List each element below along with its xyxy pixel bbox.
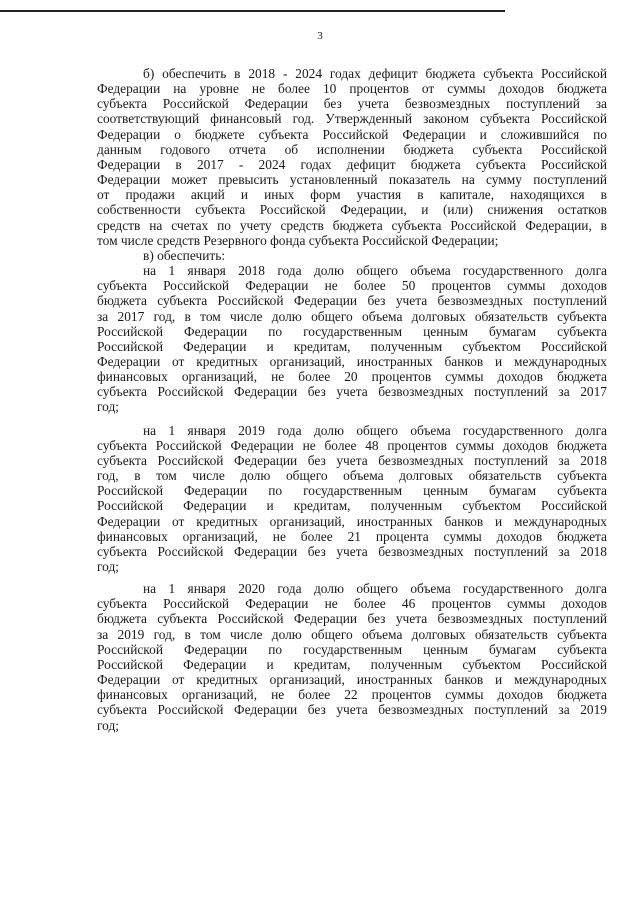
text-line: соответствующий финансовый год. Утвержденный законом субъекта Российской [97,111,607,127]
text-line: субъекта Российской Федерации без учета безвозмездных поступлений за 2018 [97,543,607,559]
text-line: финансовых организаций, не более 22 процентов суммы доходов бюджета [97,687,607,703]
text-line: Российской Федерации и кредитам, полученным субъектом Российской [97,338,607,354]
text-line: Российской Федерации и кредитам, полученным субъектом Российской [97,656,607,672]
text-line: Федерации на уровне не более 10 процентов от суммы доходов бюджета [97,81,607,97]
text-line: б) обеспечить в 2018 - 2024 годах дефицит бюджета субъекта Российской [143,66,607,81]
text-line: Федерации от кредитных организаций, иностранных банков и международных [97,513,607,529]
text-line: субъекта Российской Федерации не более 50 процентов суммы доходов [97,278,607,294]
text-line: Российской Федерации и кредитам, полученным субъектом Российской [97,498,607,514]
text-line: в) обеспечить: [143,247,226,263]
text-line: субъекта Российской Федерации без учета безвозмездных поступлений за 2019 [97,702,607,718]
page-number: 3 [317,30,323,42]
text-line: том числе средств Резервного фонда субъекта Российской Федерации; [97,232,499,248]
text-line: средств на счетах по учету средств бюджета субъекта Российской Федерации, в [97,217,607,233]
text-line: Федерации от кредитных организаций, иностранных банков и международных [97,353,607,369]
text-line: бюджета субъекта Российской Федерации без учета безвозмездных поступлений [97,611,607,627]
text-line: Федерации от кредитных организаций, иностранных банков и международных [97,672,607,688]
text-line: за 2019 год, в том числе долю общего объема долговых обязательств субъекта [97,626,607,642]
text-line: Российской Федерации по государственным ценным бумагам субъекта [97,641,607,657]
text-line: год, в том числе долю общего объема долговых обязательств субъекта [97,468,607,484]
text-line: Российской Федерации по государственным ценным бумагам субъекта [97,323,607,339]
text-line: бюджета субъекта Российской Федерации без учета безвозмездных поступлений [97,293,607,309]
text-line: год; [97,559,120,574]
text-line: субъекта Российской Федерации не более 48 процентов суммы доходов бюджета [97,437,607,453]
text-line: финансовых организаций, не более 21 процента суммы доходов бюджета [97,528,607,544]
text-line: на 1 января 2019 года долю общего объема государственного долга [143,422,607,438]
text-line: субъекта Российской Федерации без учета безвозмездных поступлений за [97,96,607,112]
text-line: субъекта Российской Федерации без учета безвозмездных поступлений за 2018 [97,452,607,468]
text-line: на 1 января 2018 года долю общего объема государственного долга [143,263,607,279]
text-line: Федерации может превысить установленный показатель на сумму поступлений [97,172,607,188]
top-rule [0,10,505,12]
text-line: год; [97,717,120,733]
text-line: Российской Федерации по государственным ценным бумагам субъекта [97,483,607,499]
text-line: Федерации о бюджете субъекта Российской Федерации и сложившийся по [97,126,607,142]
text-line: на 1 января 2020 года долю общего объема государственного долга [143,581,607,597]
text-line: финансовых организаций, не более 20 процентов суммы доходов бюджета [97,369,607,385]
text-line: субъекта Российской Федерации не более 46 процентов суммы доходов [97,596,607,612]
text-line: данным годового отчета об исполнении бюджета субъекта Российской [97,141,607,157]
text-line: субъекта Российской Федерации без учета безвозмездных поступлений за 2017 [97,384,607,400]
text-line: год; [97,399,120,415]
text-line: от продажи акций и иных форм участия в капитале, находящихся в [97,187,607,203]
document-body [97,66,607,733]
text-line: Федерации в 2017 - 2024 годах дефицит бюджета субъекта Российской [97,156,607,172]
text-line: собственности субъекта Российской Федерации, и (или) снижения остатков [97,202,607,218]
text-line: за 2017 год, в том числе долю общего объема долговых обязательств субъекта [97,308,607,324]
